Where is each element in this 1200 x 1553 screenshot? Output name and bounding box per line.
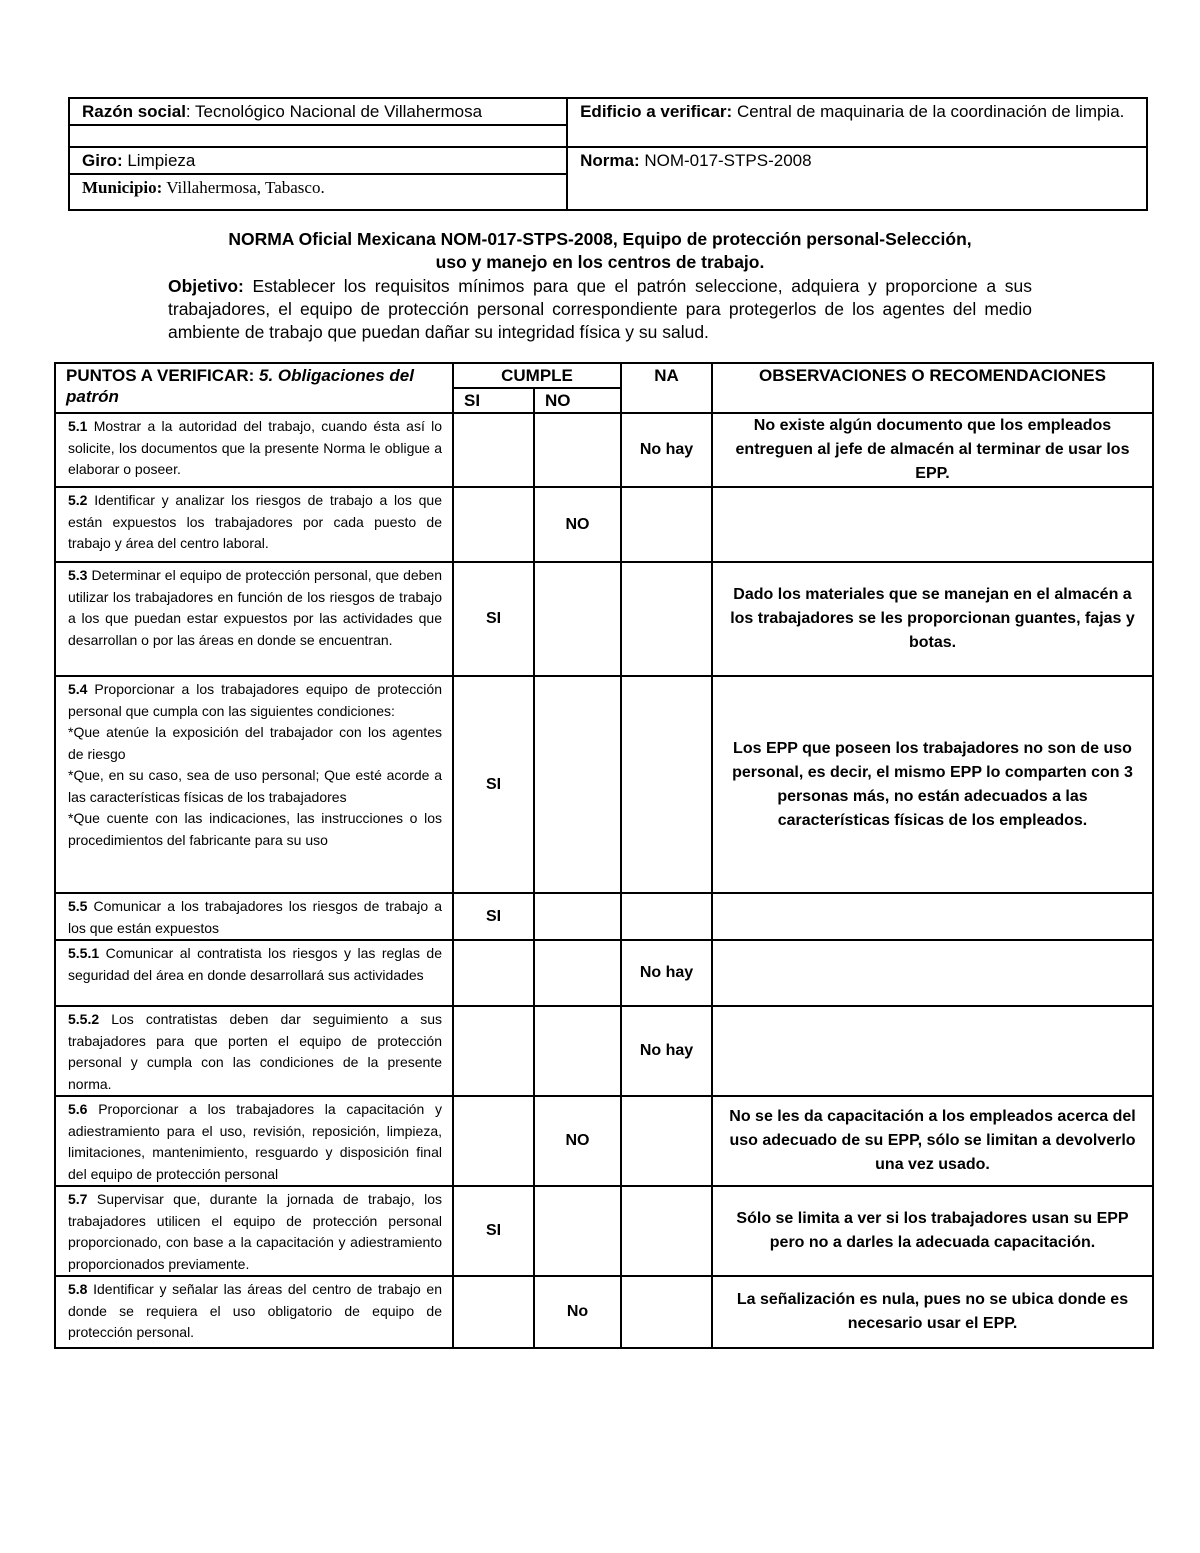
observation-cell: Dado los materiales que se manejan en el almacén a los trabajadores se les proporcionan guantes, fajas y botas. (712, 562, 1153, 676)
item-text: Proporcionar a los trabajadores equipo de protección personal que cumpla con las siguientes condiciones: (68, 681, 442, 719)
item-number: 5.5.1 (68, 945, 100, 961)
no-cell (534, 676, 621, 893)
observation-cell (712, 893, 1153, 940)
si-cell (453, 1096, 534, 1186)
municipio-label: Municipio: (82, 178, 163, 197)
item-text: Los contratistas deben dar seguimiento a sus trabajadores para que porten el equipo de protección personal y cumpla con las condiciones de la presente norma. (68, 1011, 442, 1092)
item-number: 5.7 (68, 1191, 88, 1207)
table-row (55, 487, 1153, 562)
no-cell: No (534, 1276, 621, 1348)
norma-title-line-1: NORMA Oficial Mexicana NOM-017-STPS-2008, Equipo de protección personal-Selección, (228, 229, 972, 249)
item-cell (55, 676, 453, 893)
observation-cell: La señalización es nula, pues no se ubica donde es necesario usar el EPP. (712, 1276, 1153, 1348)
si-cell (453, 1006, 534, 1096)
si-cell (453, 487, 534, 562)
no-cell: NO (534, 1096, 621, 1186)
item-text: Comunicar al contratista los riesgos y las reglas de seguridad del área en donde desarrollará sus actividades (68, 945, 442, 983)
item-cell (55, 1006, 453, 1096)
na-cell (621, 1186, 712, 1276)
item-cell (55, 413, 453, 487)
col-header-si: SI (453, 388, 534, 413)
observation-cell: Los EPP que poseen los trabajadores no son de uso personal, es decir, el mismo EPP lo comparten con 3 personas más, no están adecuados a las características físicas de los empleados. (712, 676, 1153, 893)
si-cell (453, 940, 534, 1006)
giro-value: Limpieza (122, 151, 196, 170)
bullet-line: *Que atenúe la exposición del trabajador con los agentes de riesgo (68, 724, 442, 762)
na-cell: No hay (621, 940, 712, 1006)
municipio-value: Villahermosa, Tabasco. (162, 178, 325, 197)
header-table (68, 97, 1148, 211)
na-cell (621, 893, 712, 940)
item-number: 5.5 (68, 898, 88, 914)
item-cell (55, 1276, 453, 1348)
giro-label: Giro: (82, 151, 123, 170)
table-row (55, 413, 1153, 487)
edificio-cell (567, 98, 1147, 147)
item-cell (55, 562, 453, 676)
no-cell (534, 1006, 621, 1096)
item-text: Mostrar a la autoridad del trabajo, cuando ésta así lo solicite, los documentos que la presente Norma le obligue a elaborar o poseer. (68, 418, 442, 477)
si-cell: SI (453, 676, 534, 893)
title-block (168, 228, 1032, 344)
col-header-cumple: CUMPLE (453, 363, 621, 388)
item-text: Identificar y analizar los riesgos de trabajo a los que están expuestos los trabajadores por cada puesto de trabajo y área del centro laboral. (68, 492, 442, 551)
municipio-cell (69, 174, 567, 210)
table-row (55, 1276, 1153, 1348)
puntos-italic: 5. Obligaciones del patrón (66, 366, 414, 406)
item-number: 5.6 (68, 1101, 88, 1117)
table-row (55, 1006, 1153, 1096)
norma-value: NOM-017-STPS-2008 (639, 151, 812, 170)
col-header-no: NO (534, 388, 621, 413)
si-cell (453, 1276, 534, 1348)
table-row (55, 1096, 1153, 1186)
observation-cell: Sólo se limita a ver si los trabajadores usan su EPP pero no a darles la adecuada capacitación. (712, 1186, 1153, 1276)
observation-cell (712, 487, 1153, 562)
giro-cell (69, 147, 567, 174)
norma-cell (567, 147, 1147, 210)
edificio-label: Edificio a verificar: (580, 102, 733, 121)
si-cell: SI (453, 562, 534, 676)
table-row (55, 1186, 1153, 1276)
item-text: Proporcionar a los trabajadores la capacitación y adiestramiento para el uso, revisión, reposición, limpieza, limitaciones, mantenimiento, resguardo y disposición final del equipo de protección personal (68, 1101, 442, 1182)
puntos-prefix: PUNTOS A VERIFICAR: (66, 366, 259, 385)
bullet-line: *Que cuente con las indicaciones, las instrucciones o los procedimientos del fabricante para su uso (68, 810, 442, 848)
no-cell (534, 1186, 621, 1276)
item-number: 5.1 (68, 418, 88, 434)
na-cell: No hay (621, 1006, 712, 1096)
si-cell (453, 413, 534, 487)
na-cell (621, 562, 712, 676)
na-cell (621, 487, 712, 562)
item-cell (55, 487, 453, 562)
razon-social-label: Razón social (82, 102, 186, 121)
table-row (55, 562, 1153, 676)
item-cell (55, 1096, 453, 1186)
edificio-value: Central de maquinaria de la coordinación de limpia. (732, 102, 1125, 121)
observation-cell: No se les da capacitación a los empleados acerca del uso adecuado de su EPP, sólo se limitan a devolverlo una vez usado. (712, 1096, 1153, 1186)
table-row (55, 893, 1153, 940)
item-text: Comunicar a los trabajadores los riesgos de trabajo a los que están expuestos (68, 898, 442, 936)
col-header-puntos (55, 363, 453, 413)
item-cell (55, 940, 453, 1006)
na-cell (621, 676, 712, 893)
item-number: 5.5.2 (68, 1011, 100, 1027)
objective-paragraph (168, 275, 1032, 344)
table-row (55, 940, 1153, 1006)
no-cell: NO (534, 487, 621, 562)
objective-text: Establecer los requisitos mínimos para que el patrón seleccione, adquiera y proporcione a sus trabajadores, el equipo de protección personal correspondiente para protegerlos de los agentes del medio ambiente de trabajo que puedan dañar su integridad física y su salud. (168, 276, 1032, 342)
observation-cell (712, 940, 1153, 1006)
table-row (55, 676, 1153, 893)
header-spacer (69, 125, 567, 147)
checklist-table (54, 362, 1154, 1349)
norma-title-line-2: uso y manejo en los centros de trabajo. (435, 252, 765, 272)
norma-label: Norma: (580, 151, 640, 170)
razon-social-cell (69, 98, 567, 125)
observation-cell (712, 1006, 1153, 1096)
objective-label: Objetivo: (168, 276, 244, 296)
na-cell: No hay (621, 413, 712, 487)
item-number: 5.2 (68, 492, 88, 508)
item-cell (55, 1186, 453, 1276)
na-cell (621, 1096, 712, 1186)
observation-cell: No existe algún documento que los empleados entreguen al jefe de almacén al terminar de usar los EPP. (712, 413, 1153, 487)
item-number: 5.8 (68, 1281, 88, 1297)
no-cell (534, 413, 621, 487)
na-cell (621, 1276, 712, 1348)
si-cell: SI (453, 893, 534, 940)
no-cell (534, 893, 621, 940)
item-text: Supervisar que, durante la jornada de trabajo, los trabajadores utilicen el equipo de protección personal proporcionado, con base a la capacitación y adiestramiento proporcionados previamente. (68, 1191, 442, 1272)
item-cell (55, 893, 453, 940)
item-text: Determinar el equipo de protección personal, que deben utilizar los trabajadores en función de los riesgos de trabajo a los que puedan estar expuestos por las actividades que desarrollan o por las áreas en donde se encuentran. (68, 567, 442, 648)
no-cell (534, 562, 621, 676)
item-number: 5.3 (68, 567, 88, 583)
col-header-na: NA (621, 363, 712, 413)
no-cell (534, 940, 621, 1006)
item-text: Identificar y señalar las áreas del centro de trabajo en donde se requiera el uso obligatorio de equipo de protección personal. (68, 1281, 442, 1340)
col-header-observaciones: OBSERVACIONES O RECOMENDACIONES (712, 363, 1153, 413)
razon-social-value: : Tecnológico Nacional de Villahermosa (185, 102, 483, 121)
si-cell: SI (453, 1186, 534, 1276)
bullet-line: *Que, en su caso, sea de uso personal; Que esté acorde a las características físicas de los trabajadores (68, 767, 442, 805)
item-number: 5.4 (68, 681, 88, 697)
